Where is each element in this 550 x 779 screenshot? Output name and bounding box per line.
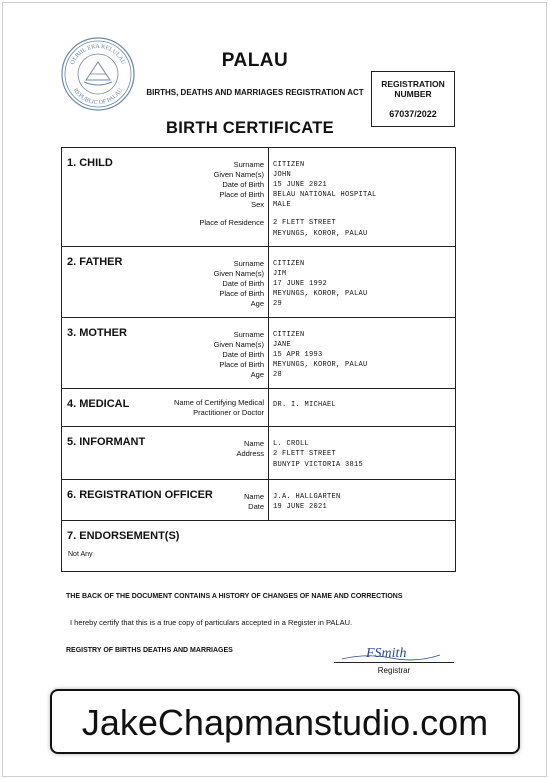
registration-label-line2: NUMBER bbox=[394, 89, 432, 99]
registration-label-line1: REGISTRATION bbox=[381, 79, 445, 89]
section-endorsements bbox=[62, 521, 455, 572]
section-registration-officer-heading: 6. REGISTRATION OFFICER bbox=[67, 489, 213, 501]
child-residence-line2: MEYUNGS, KOROR, PALAU bbox=[273, 230, 368, 238]
informant-address-line2: BUNYIP VICTORIA 3815 bbox=[273, 461, 364, 469]
back-of-document-note: THE BACK OF THE DOCUMENT CONTAINS A HISTORY OF CHANGES OF NAME AND CORRECTIONS bbox=[66, 593, 403, 600]
mother-dob-label: Date of Birth bbox=[222, 350, 264, 359]
registrar-label: Registrar bbox=[377, 666, 411, 675]
father-place-of-birth-label: Place of Birth bbox=[219, 289, 264, 298]
mother-surname-label: Surname bbox=[233, 330, 264, 339]
child-sex-value: MALE bbox=[273, 201, 292, 209]
country-title: PALAU bbox=[221, 50, 289, 71]
mother-age-value: 28 bbox=[273, 371, 283, 379]
medical-label-line2: Practitioner or Doctor bbox=[193, 408, 264, 417]
father-surname-label: Surname bbox=[233, 259, 264, 268]
section-medical-heading: 4. MEDICAL bbox=[67, 398, 130, 410]
section-medical bbox=[62, 389, 455, 427]
registration-number: 67037/2022 bbox=[389, 109, 437, 119]
father-age-value: 29 bbox=[273, 300, 283, 308]
child-sex-label: Sex bbox=[251, 200, 264, 209]
registry-name: REGISTRY OF BIRTHS DEATHS AND MARRIAGES bbox=[66, 647, 233, 654]
section-child bbox=[62, 148, 455, 247]
svg-text:REPUBLIC OF PALAU: REPUBLIC OF PALAU bbox=[71, 87, 125, 107]
column-divider bbox=[268, 148, 269, 246]
officer-name-value: J.A. HALLGARTEN bbox=[273, 493, 341, 501]
child-residence-line1: 2 FLETT STREET bbox=[273, 219, 337, 227]
section-endorsements-heading: 7. ENDORSEMENT(S) bbox=[67, 530, 180, 542]
certificate-form bbox=[61, 147, 456, 572]
republic-seal-icon bbox=[60, 36, 136, 112]
informant-name-label: Name bbox=[243, 439, 264, 448]
section-child-heading: 1. CHILD bbox=[67, 157, 113, 169]
child-surname-value: CITIZEN bbox=[273, 161, 305, 169]
father-given-names-value: JIM bbox=[273, 270, 287, 278]
officer-date-label: Date bbox=[248, 502, 264, 511]
column-divider bbox=[268, 389, 269, 426]
father-dob-value: 17 JUNE 1992 bbox=[273, 280, 328, 288]
section-mother bbox=[62, 318, 455, 389]
officer-name-label: Name bbox=[243, 492, 264, 501]
child-dob-value: 15 JUNE 2021 bbox=[273, 181, 328, 189]
father-surname-value: CITIZEN bbox=[273, 260, 305, 268]
officer-date-value: 19 JUNE 2021 bbox=[273, 503, 328, 511]
mother-given-names-value: JANE bbox=[273, 341, 292, 349]
child-dob-label: Date of Birth bbox=[222, 180, 264, 189]
mother-surname-value: CITIZEN bbox=[273, 331, 305, 339]
section-father-heading: 2. FATHER bbox=[67, 256, 123, 268]
child-place-of-birth-label: Place of Birth bbox=[219, 190, 264, 199]
column-divider bbox=[268, 318, 269, 388]
signature-line bbox=[334, 662, 454, 663]
section-informant-heading: 5. INFORMANT bbox=[67, 436, 146, 448]
certification-statement: I hereby certify that this is a true copy of particulars accepted in a Register in PALAU. bbox=[70, 618, 353, 627]
child-surname-label: Surname bbox=[233, 160, 264, 169]
informant-name-value: L. CROLL bbox=[273, 440, 310, 448]
act-subtitle: BIRTHS, DEATHS AND MARRIAGES REGISTRATION ACT bbox=[146, 88, 364, 97]
father-dob-label: Date of Birth bbox=[222, 279, 264, 288]
column-divider bbox=[268, 427, 269, 479]
child-given-names-value: JOHN bbox=[273, 171, 292, 179]
father-place-of-birth-value: MEYUNGS, KOROR, PALAU bbox=[273, 290, 368, 298]
medical-practitioner-value: DR. I. MICHAEL bbox=[273, 401, 337, 409]
mother-place-of-birth-value: MEYUNGS, KOROR, PALAU bbox=[273, 361, 368, 369]
child-place-of-birth-value: BELAU NATIONAL HOSPITAL bbox=[273, 191, 377, 199]
father-given-names-label: Given Name(s) bbox=[213, 269, 264, 278]
informant-address-line1: 2 FLETT STREET bbox=[273, 450, 337, 458]
mother-place-of-birth-label: Place of Birth bbox=[219, 360, 264, 369]
watermark-banner: JakeChapmanstudio.com bbox=[50, 689, 520, 754]
mother-dob-value: 15 APR 1993 bbox=[273, 351, 323, 359]
svg-text:OLBIIL ERA KELULAU: OLBIIL ERA KELULAU bbox=[69, 43, 127, 66]
column-divider bbox=[268, 480, 269, 520]
endorsements-value: Not Any bbox=[68, 551, 93, 558]
certificate-title: BIRTH CERTIFICATE bbox=[166, 119, 334, 137]
child-residence-label: Place of Residence bbox=[199, 218, 264, 227]
section-mother-heading: 3. MOTHER bbox=[67, 327, 127, 339]
medical-label-line1: Name of Certifying Medical bbox=[173, 398, 264, 407]
child-given-names-label: Given Name(s) bbox=[213, 170, 264, 179]
mother-age-label: Age bbox=[250, 370, 264, 379]
mother-given-names-label: Given Name(s) bbox=[213, 340, 264, 349]
column-divider bbox=[268, 247, 269, 317]
father-age-label: Age bbox=[250, 299, 264, 308]
informant-address-label: Address bbox=[236, 449, 264, 458]
svg-text:FSmith: FSmith bbox=[366, 646, 407, 661]
section-informant bbox=[62, 427, 455, 480]
section-father bbox=[62, 247, 455, 318]
section-registration-officer bbox=[62, 480, 455, 521]
